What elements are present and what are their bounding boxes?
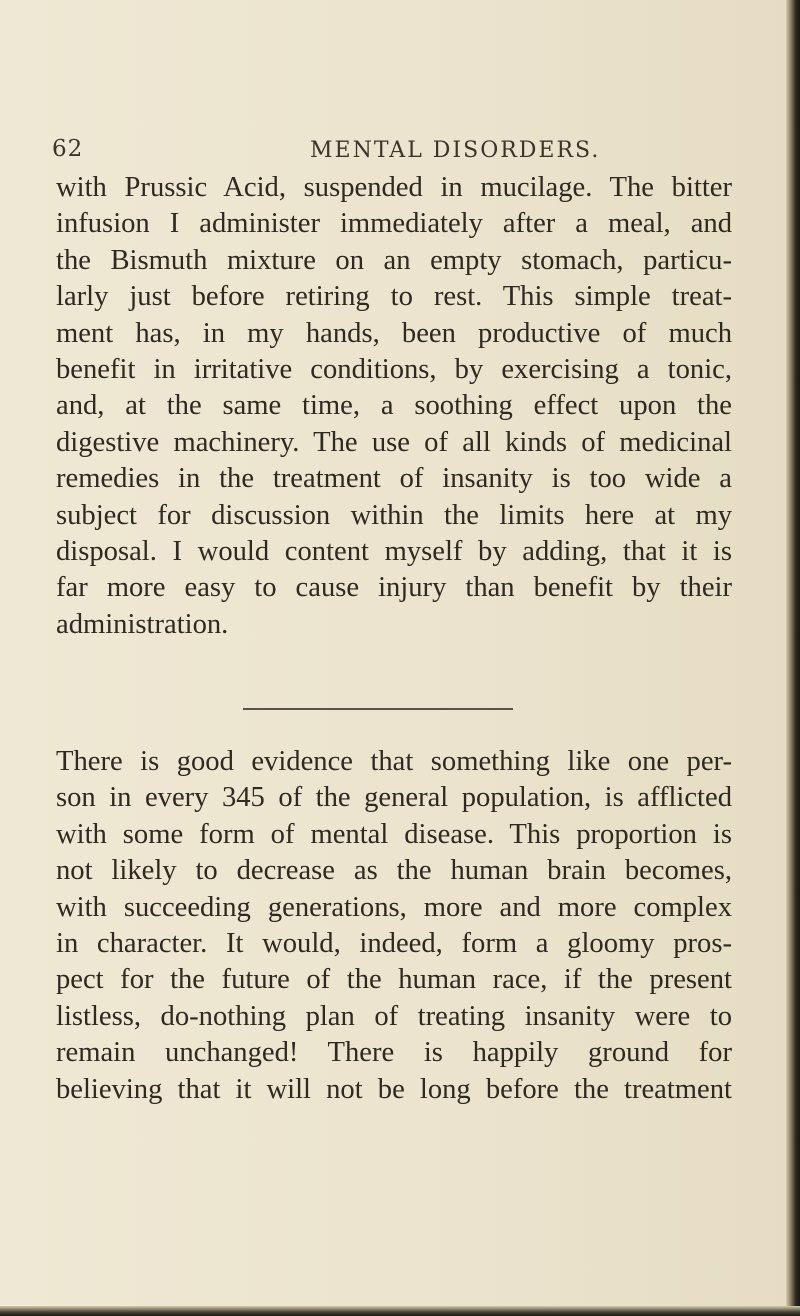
text-line: believing that it will not be long before the treatment <box>56 1073 732 1105</box>
section-divider <box>243 708 513 710</box>
text-line: not likely to decrease as the human brain becomes, <box>56 855 732 887</box>
text-line: larly just before retiring to rest. This simple treat- <box>56 281 732 313</box>
text-line: with Prussic Acid, suspended in mucilage. The bitter <box>56 172 732 203</box>
text-line: disposal. I would content myself by adding, that it is <box>56 536 732 568</box>
text-line: son in every 345 of the general population, is afflicted <box>56 782 732 814</box>
text-line: the Bismuth mixture on an empty stomach, particu- <box>56 244 732 276</box>
text-line: with some form of mental disease. This proportion is <box>56 818 732 850</box>
paragraph-1 <box>56 170 732 643</box>
text-line: subject for discussion within the limits here at my <box>56 499 732 531</box>
running-title: MENTAL DISORDERS. <box>310 138 601 163</box>
text-line: There is good evidence that something like one per- <box>56 746 732 777</box>
text-line: infusion I administer immediately after a meal, and <box>56 208 732 240</box>
text-line: pect for the future of the human race, if the present <box>56 964 732 996</box>
text-line: and, at the same time, a soothing effect upon the <box>56 390 732 422</box>
paragraph-2 <box>56 744 732 1108</box>
text-line: remain unchanged! There is happily ground for <box>56 1037 732 1069</box>
page-number: 62 <box>52 136 84 162</box>
text-line: far more easy to cause injury than benefit by their <box>56 572 732 604</box>
text-line: remedies in the treatment of insanity is too wide a <box>56 463 732 495</box>
text-line: benefit in irritative conditions, by exercising a tonic, <box>56 354 732 386</box>
text-line: listless, do-nothing plan of treating insanity were to <box>56 1000 732 1032</box>
text-line: ment has, in my hands, been productive of much <box>56 317 732 349</box>
text-line: in character. It would, indeed, form a gloomy pros- <box>56 928 732 960</box>
page-edge-shadow <box>786 0 800 1316</box>
text-line: administration. <box>56 608 229 640</box>
text-line: with succeeding generations, more and more complex <box>56 891 732 923</box>
page-bottom-edge <box>0 1306 800 1316</box>
text-line: digestive machinery. The use of all kinds of medicinal <box>56 426 732 458</box>
